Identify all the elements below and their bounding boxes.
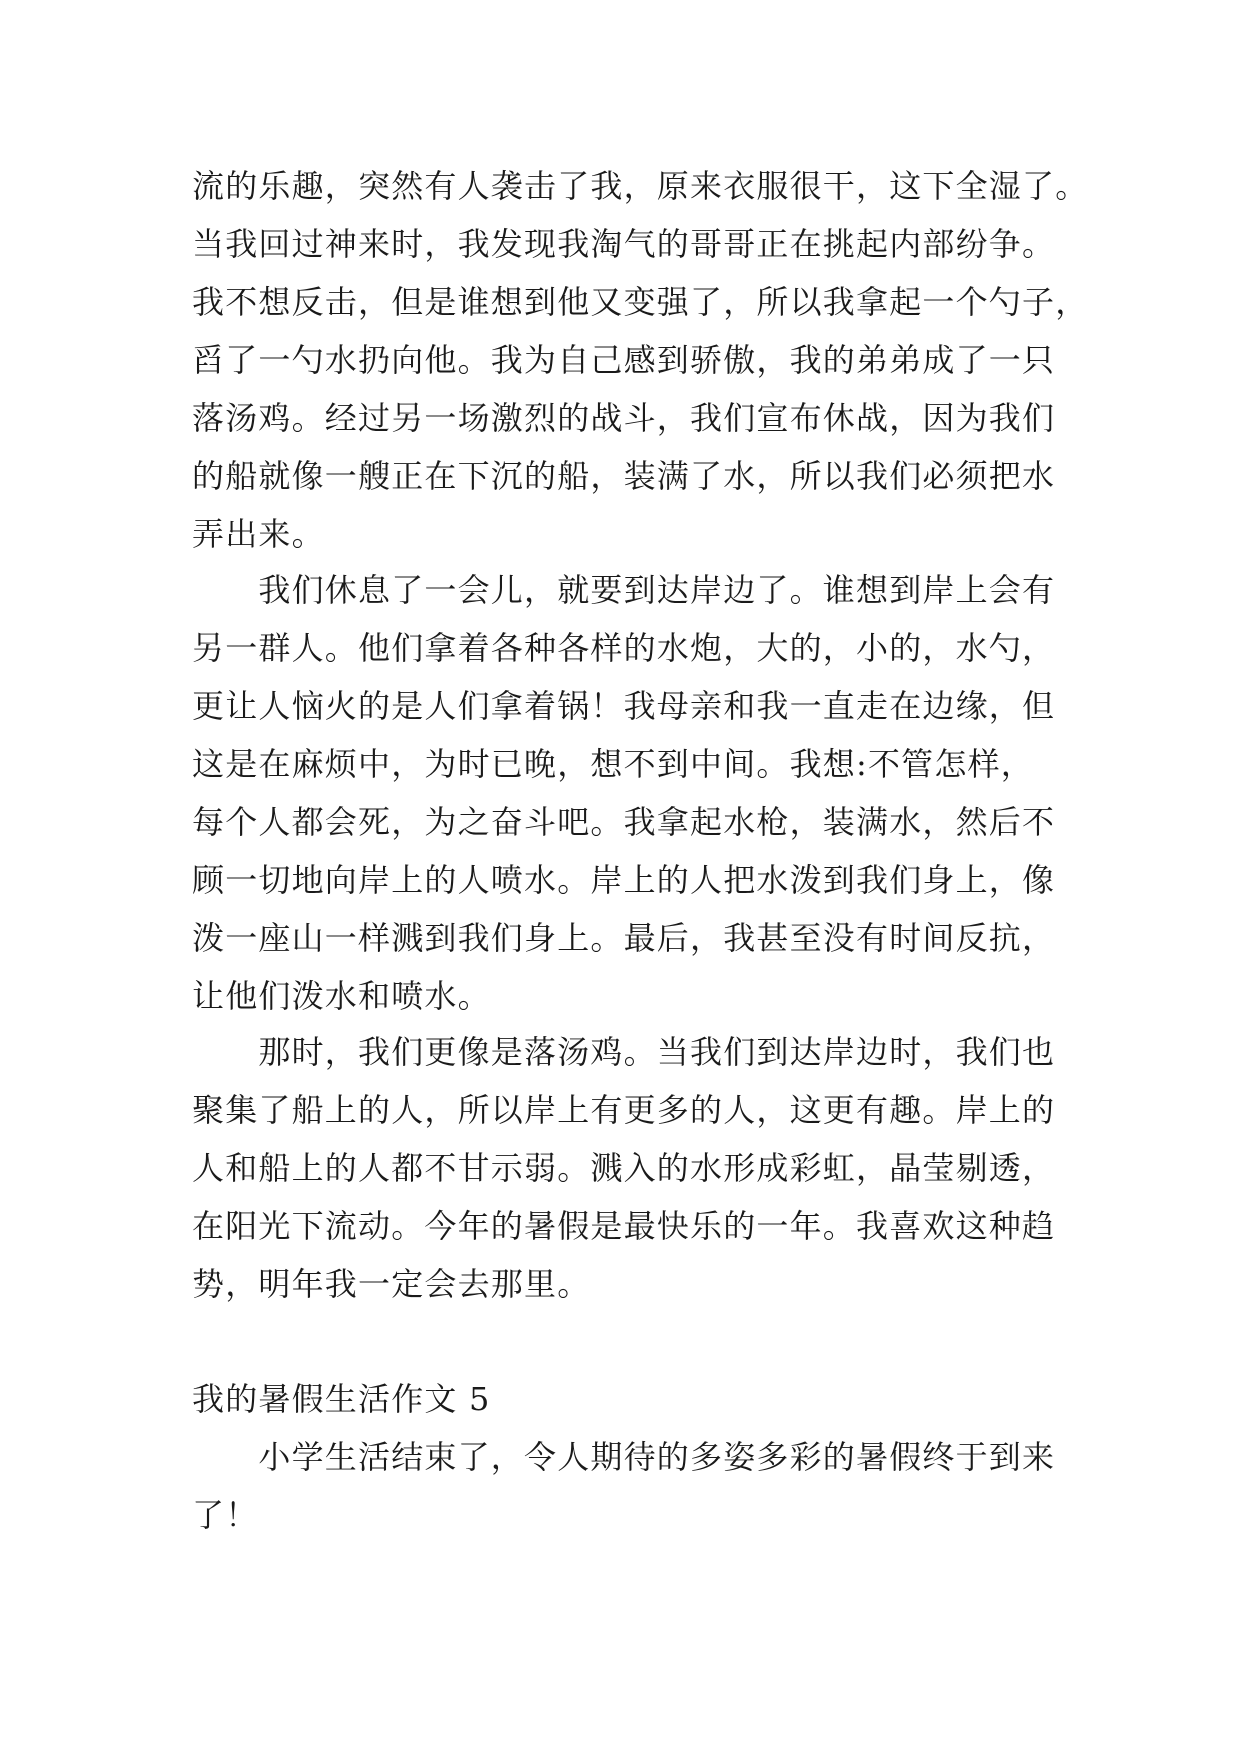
- paragraph: [192, 1023, 1072, 1313]
- paragraph: [192, 1428, 1072, 1544]
- text-line: 势，明年我一定会去那里。: [192, 1265, 591, 1303]
- paragraph: [192, 157, 1089, 563]
- text-line: 在阳光下流动。今年的暑假是最快乐的一年。我喜欢这种趋: [192, 1207, 1056, 1245]
- text-line: 当我回过神来时，我发现我淘气的哥哥正在挑起内部纷争。: [192, 225, 1056, 263]
- text-line: 更让人恼火的是人们拿着锅！我母亲和我一直走在边缘，但: [192, 687, 1056, 725]
- paragraph: [192, 561, 1072, 1025]
- text-line: 顾一切地向岸上的人喷水。岸上的人把水泼到我们身上，像: [192, 861, 1056, 899]
- heading-text: 我的暑假生活作文 5: [192, 1380, 491, 1418]
- text-line: 聚集了船上的人，所以岸上有更多的人，这更有趣。岸上的: [192, 1091, 1056, 1129]
- text-line: 那时，我们更像是落汤鸡。当我们到达岸边时，我们也: [192, 1033, 1056, 1071]
- text-line: 舀了一勺水扔向他。我为自己感到骄傲，我的弟弟成了一只: [192, 341, 1056, 379]
- text-line: 我们休息了一会儿，就要到达岸边了。谁想到岸上会有: [192, 571, 1056, 609]
- text-line: 人和船上的人都不甘示弱。溅入的水形成彩虹，晶莹剔透，: [192, 1149, 1056, 1187]
- text-line: 了！: [192, 1496, 259, 1534]
- text-line: 流的乐趣，突然有人袭击了我，原来衣服很干，这下全湿了。: [192, 167, 1089, 205]
- text-line: 泼一座山一样溅到我们身上。最后，我甚至没有时间反抗，: [192, 919, 1056, 957]
- text-line: 让他们泼水和喷水。: [192, 977, 491, 1015]
- text-line: 另一群人。他们拿着各种各样的水炮，大的，小的，水勺，: [192, 629, 1056, 667]
- text-line: 的船就像一艘正在下沉的船，装满了水，所以我们必须把水: [192, 457, 1056, 495]
- text-line: 每个人都会死，为之奋斗吧。我拿起水枪，装满水，然后不: [192, 803, 1056, 841]
- text-line: 落汤鸡。经过另一场激烈的战斗，我们宣布休战，因为我们: [192, 399, 1056, 437]
- essay-heading: [192, 1370, 1072, 1428]
- text-line: 小学生活结束了，令人期待的多姿多彩的暑假终于到来: [192, 1438, 1056, 1476]
- text-line: 弄出来。: [192, 515, 325, 553]
- text-line: 我不想反击，但是谁想到他又变强了，所以我拿起一个勺子，: [192, 283, 1089, 321]
- text-line: 这是在麻烦中，为时已晚，想不到中间。我想:不管怎样，: [192, 745, 1034, 783]
